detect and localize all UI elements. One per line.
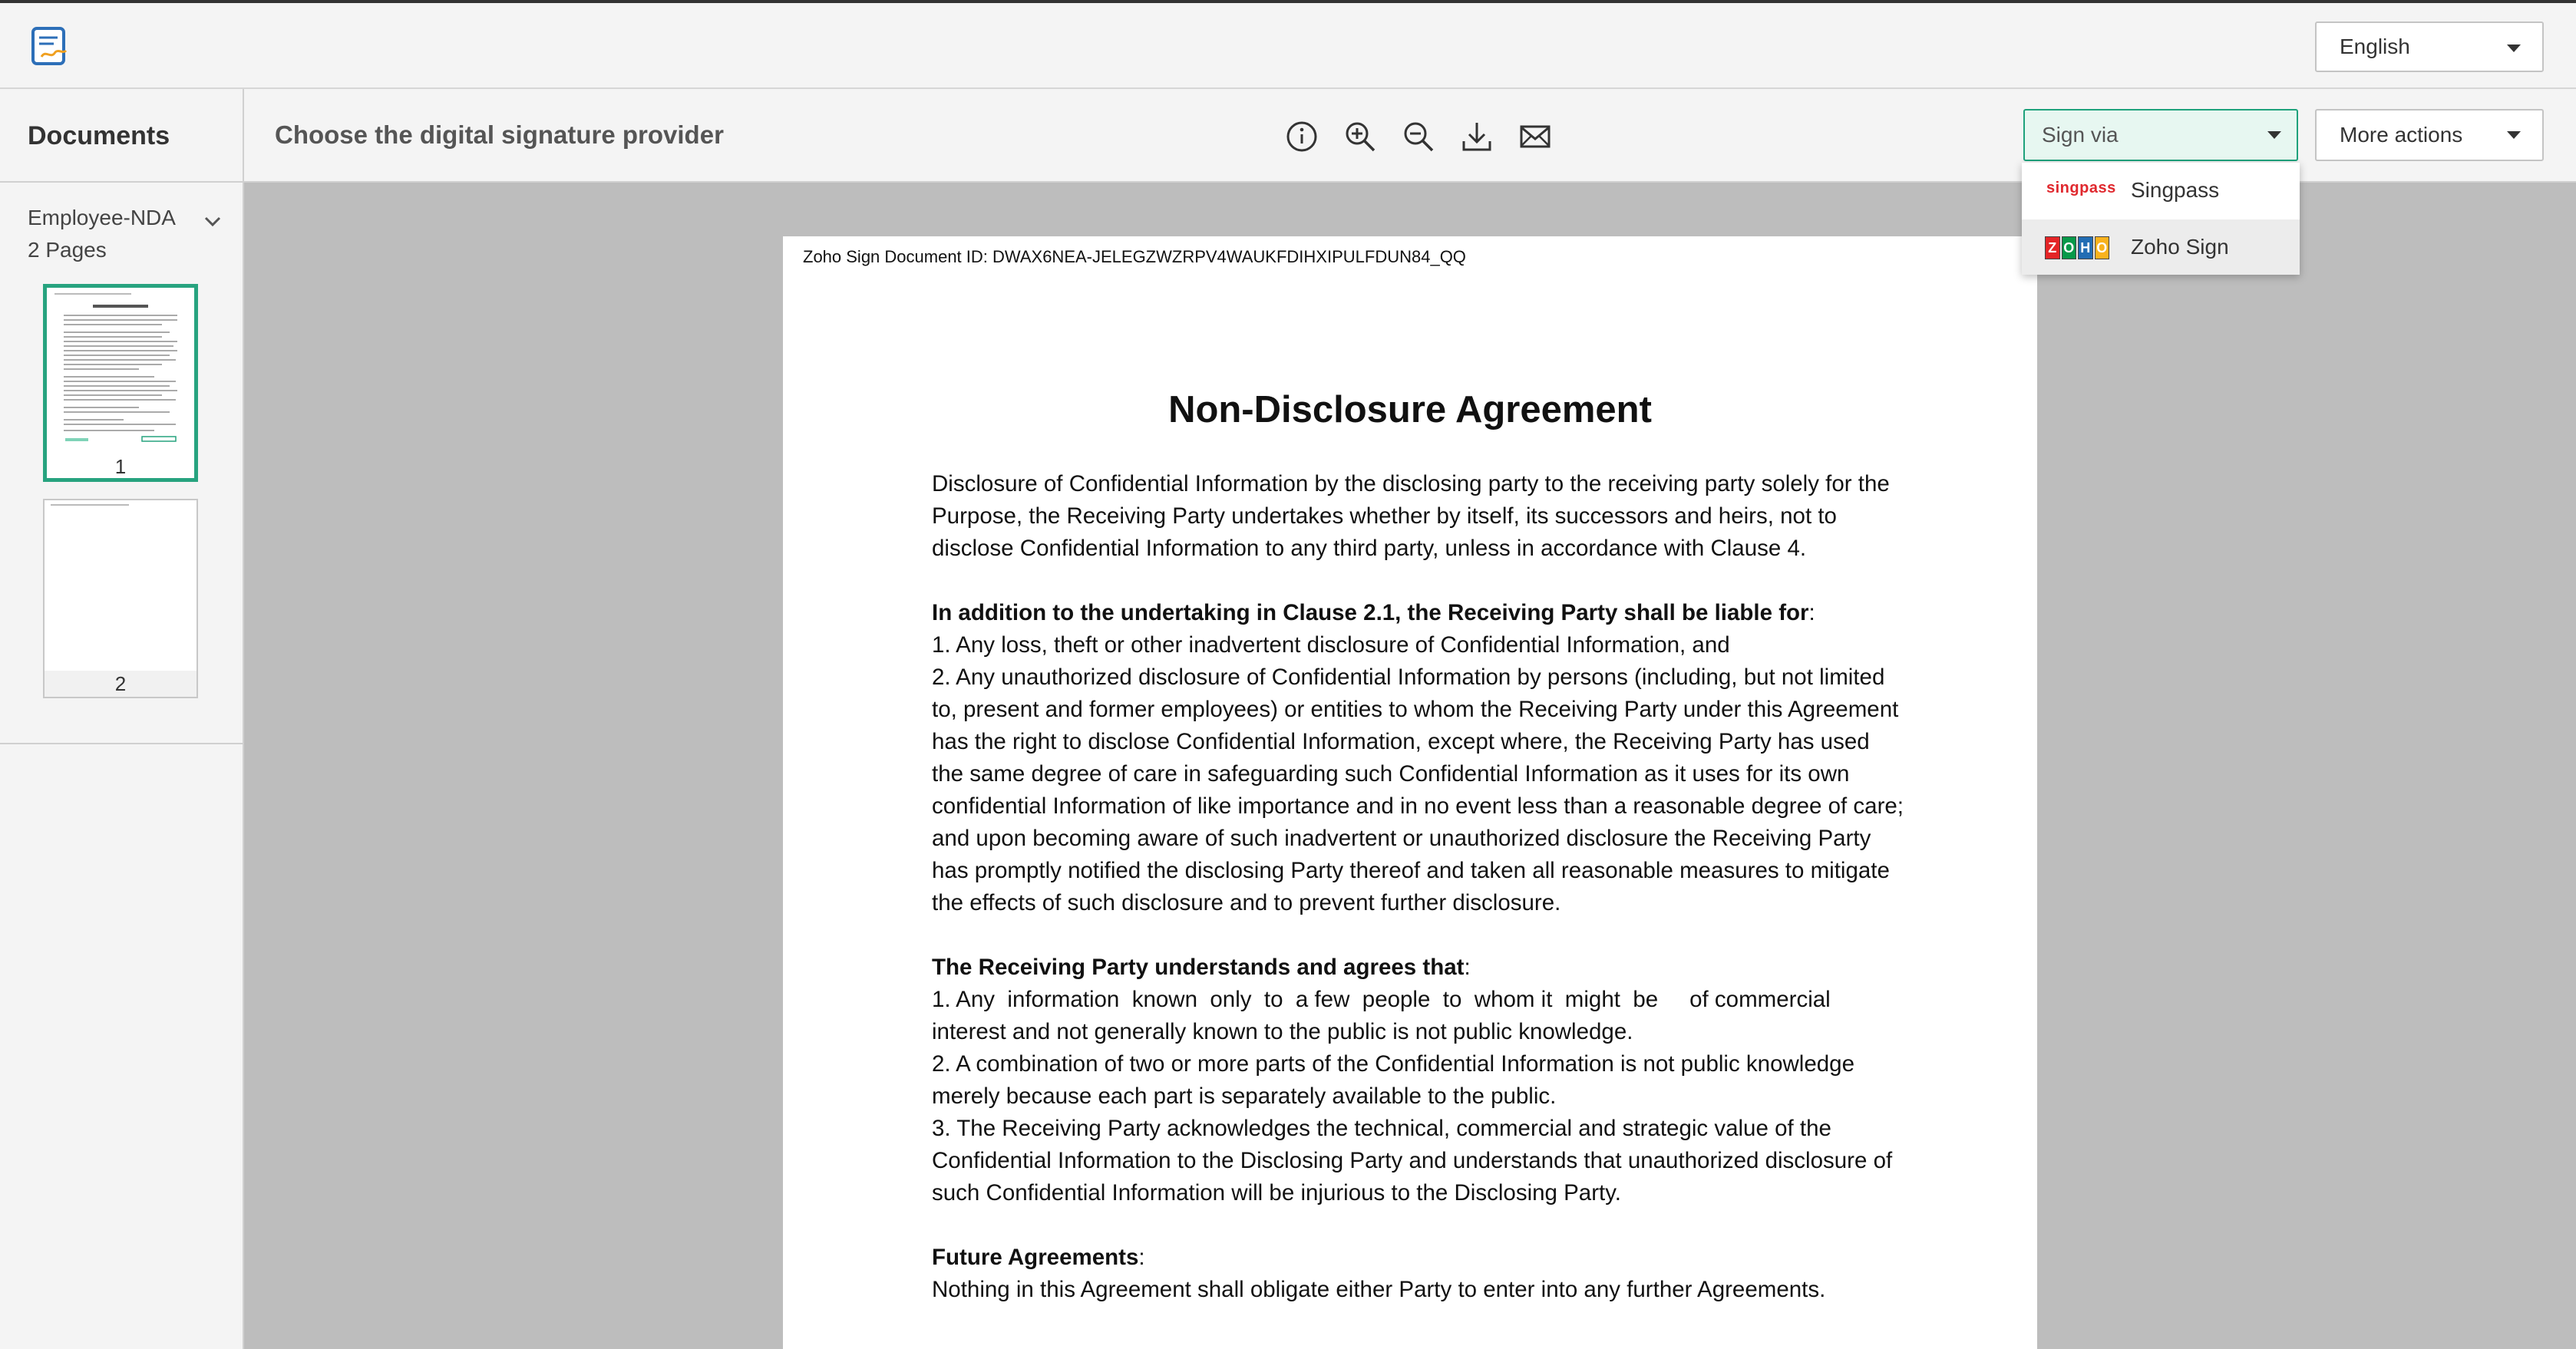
sidebar-divider	[0, 743, 243, 744]
top-bar	[0, 0, 2576, 89]
section-heading: Future Agreements:	[932, 1245, 1145, 1270]
chevron-down-icon	[2507, 45, 2521, 52]
zoom-out-icon[interactable]	[1402, 120, 1435, 153]
singpass-logo: singpass	[2046, 180, 2116, 196]
menu-item-label: Singpass	[2131, 178, 2220, 202]
download-icon[interactable]	[1460, 120, 1494, 153]
document-body	[932, 468, 1907, 1306]
sidebar-header	[0, 89, 243, 183]
language-value: English	[2340, 35, 2410, 58]
thumbnail-preview-2	[45, 500, 197, 669]
chevron-down-icon	[2507, 131, 2521, 139]
page-thumbnail-1[interactable]	[43, 284, 198, 482]
menu-item-singpass[interactable]	[2022, 163, 2300, 218]
more-actions-select[interactable]	[2315, 109, 2544, 161]
thumbnail-page-number: 2	[45, 671, 197, 697]
document-id: Zoho Sign Document ID: DWAX6NEA-JELEGZWZRPV4WAUKFDIHXIPULFDUN84_QQ	[803, 247, 1466, 266]
sign-via-select[interactable]	[2023, 109, 2298, 161]
zoho-sign-logo-icon[interactable]	[31, 26, 69, 68]
thumbnail-page-number: 1	[47, 455, 194, 478]
zoho-logo: Z O H O	[2045, 236, 2109, 259]
list-item: 1. Any loss, theft or other inadvertent disclosure of Confidential Information, and	[932, 632, 1730, 658]
info-icon[interactable]	[1285, 120, 1319, 153]
section-heading: In addition to the undertaking in Clause 2.1, the Receiving Party shall be liable for:	[932, 600, 1815, 625]
documents-sidebar	[0, 89, 244, 1349]
paragraph: Nothing in this Agreement shall obligate either Party to enter into any further Agreements.	[932, 1277, 1826, 1302]
document-page[interactable]	[783, 236, 2037, 1349]
section-heading: The Receiving Party understands and agrees that:	[932, 955, 1471, 980]
list-item: 2. Any unauthorized disclosure of Confidential Information by persons (including, but not limited to, present and former employees) or entities to whom the Receiving Party under this Agreement has the right to disclose Confidential Information, except where, the Receiving Party has used the same degree of care in safeguarding such Confidential Information as it uses for its own confidential Information of like importance and in no event less than a reasonable degree of care; and upon becoming aware of such inadvertent or unauthorized disclosure the Receiving Party has promptly notified the disclosing Party thereof and taken all reasonable measures to mitigate the effects of such disclosure and to prevent further disclosure.	[932, 665, 1904, 915]
zoom-in-icon[interactable]	[1343, 120, 1377, 153]
mail-icon[interactable]	[1518, 120, 1552, 153]
language-select[interactable]	[2315, 21, 2544, 72]
thumbnail-preview-1	[47, 288, 194, 455]
document-title: Non-Disclosure Agreement	[1168, 389, 1652, 430]
more-actions-label: More actions	[2340, 123, 2463, 147]
list-item: 2. A combination of two or more parts of the Confidential Information is not public knowledge merely because each part is separately available to the public.	[932, 1051, 1854, 1109]
list-item: 1. Any information known only to a few people to whom it might be of commercial interest and not generally known to the public is not public knowledge.	[932, 987, 1837, 1044]
paragraph: Disclosure of Confidential Information by the disclosing party to the receiving party solely for the Purpose, the Receiving Party undertakes whether by itself, its successors and heirs, not to disclose Confidential Information to any third party, unless in accordance with Clause 4.	[932, 471, 1890, 561]
sidebar-title: Documents	[28, 121, 170, 150]
document-page-count: 2 Pages	[28, 238, 107, 262]
list-item: 3. The Receiving Party acknowledges the technical, commercial and strategic value of the Confidential Information to the Disclosing Party and understands that unauthorized disclosure of such Confidential Information will be injurious to the Disclosing Party.	[932, 1116, 1893, 1206]
toolbar-title: Choose the digital signature provider	[275, 120, 724, 149]
signature-provider-menu	[2022, 163, 2300, 275]
page-thumbnail-2[interactable]	[43, 499, 198, 698]
sign-via-label: Sign via	[2042, 123, 2119, 147]
chevron-down-icon	[2267, 131, 2281, 139]
document-name[interactable]: Employee-NDA	[28, 206, 176, 229]
menu-item-zoho-sign[interactable]	[2022, 219, 2300, 275]
menu-item-label: Zoho Sign	[2131, 235, 2229, 259]
collapse-chevron-icon[interactable]	[203, 212, 223, 232]
